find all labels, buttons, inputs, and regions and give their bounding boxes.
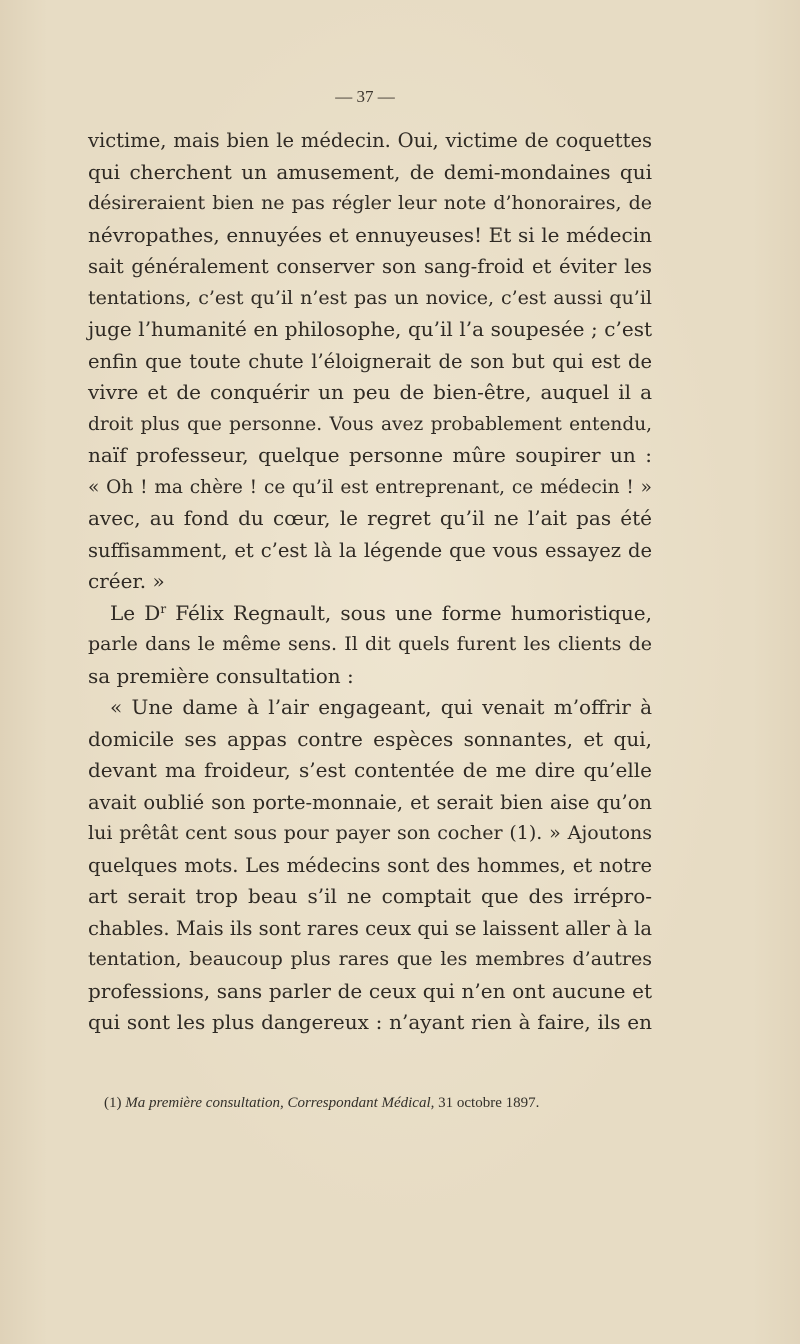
text-line: avait oublié son porte-monnaie, et serait bien aise qu’on — [88, 790, 652, 814]
text-line: quelques mots. Les médecins sont des hommes, et notre — [88, 853, 652, 877]
text-line: qui cherchent un amusement, de demi-mondaines qui — [88, 159, 652, 184]
text-line: sait généralement conserver son sang-froid et éviter les — [88, 255, 652, 278]
text-line: « Oh ! ma chère ! ce qu’il est entreprenant, ce médecin ! » — [88, 476, 652, 498]
text-line: désireraient bien ne pas régler leur note d’honoraires, de — [88, 192, 652, 214]
text-line: tentations, c’est qu’il n’est pas un novice, c’est aussi qu’il — [88, 286, 652, 309]
text-line: juge l’humanité en philosophe, qu’il l’a soupesée ; c’est — [88, 317, 652, 341]
footnote — [104, 1095, 664, 1112]
text-line: enfin que toute chute l’éloignerait de son but qui est de — [88, 349, 652, 373]
text-run: Le D — [110, 600, 161, 625]
text-line: névropathes, ennuyées et ennuyeuses! Et si le médecin — [88, 222, 652, 247]
footnote-date: 31 octobre 1897. — [438, 1095, 540, 1111]
superscript: r — [160, 601, 167, 616]
text-line: victime, mais bien le médecin. Oui, victime de coquettes — [88, 129, 652, 152]
text-line: tentation, beaucoup plus rares que les membres d’autres — [88, 948, 652, 970]
paragraph-3 — [88, 692, 652, 1039]
text-line — [88, 598, 652, 630]
text-line: avec, au fond du cœur, le regret qu’il ne l’ait pas été — [88, 506, 652, 530]
text-line: devant ma froideur, s’est contentée de me dire qu’elle — [88, 758, 652, 782]
body-text — [88, 125, 652, 1039]
text-line: qui sont les plus dangereux : n’ayant rien à faire, ils en — [88, 1010, 652, 1034]
text-line: naïf professeur, quelque personne mûre soupirer un : — [88, 443, 652, 467]
text-line: « Une dame à l’air engageant, qui venait m’offrir à — [110, 695, 652, 719]
text-line: droit plus que personne. Vous avez probablement entendu, — [88, 413, 652, 435]
footnote-title: Ma première consultation, Correspondant Médical, — [125, 1095, 435, 1111]
text-line: professions, sans parler de ceux qui n’en ont aucune et — [88, 978, 652, 1003]
text-line: lui prêtât cent sous pour payer son cocher (1). » Ajoutons — [88, 822, 652, 844]
paragraph-2 — [88, 598, 652, 693]
page-number: — 37 — — [335, 87, 395, 106]
text-line: art serait trop beau s’il ne comptait que des irrépro- — [88, 884, 652, 908]
text-run: Félix Regnault, sous une forme humoristique, — [166, 600, 652, 625]
text-line: créer. » — [88, 569, 165, 593]
text-line: parle dans le même sens. Il dit quels furent les clients de — [88, 633, 652, 655]
text-line: suffisamment, et c’est là la légende que vous essayez de — [88, 538, 652, 562]
text-line: domicile ses appas contre espèces sonnantes, et qui, — [88, 726, 652, 751]
text-line: sa première consultation : — [88, 663, 354, 688]
text-line: chables. Mais ils sont rares ceux qui se laissent aller à la — [88, 916, 652, 940]
footnote-marker: (1) — [104, 1095, 122, 1111]
text-line: vivre et de conquérir un peu de bien-être, auquel il a — [88, 380, 652, 404]
paragraph-1 — [88, 125, 652, 598]
